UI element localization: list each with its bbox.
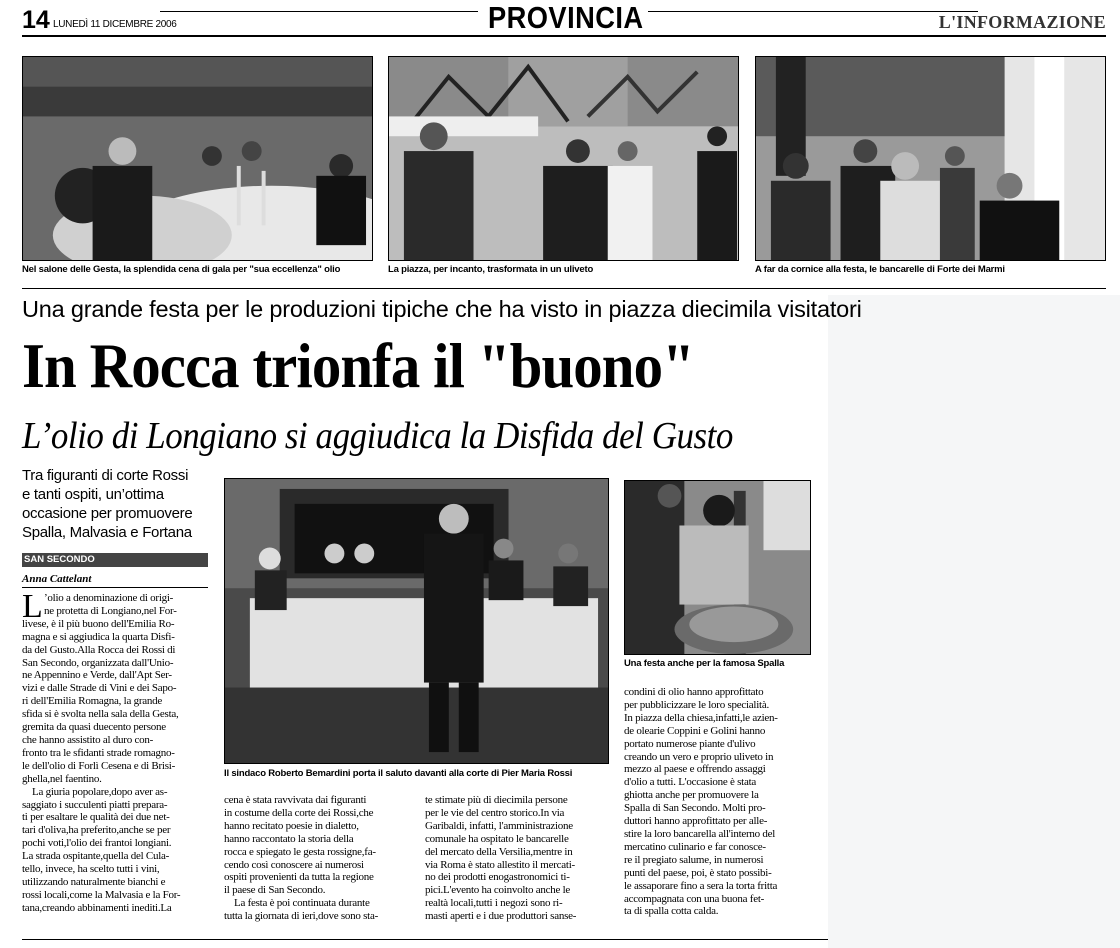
article-top-rule <box>22 288 1106 289</box>
summary-line: occasione per promuovere <box>22 505 193 522</box>
body-line: ne Appennino e Verde, dall'Apt Ser- <box>22 669 172 682</box>
article-kicker: Una grande festa per le produzioni tipiche che ha visto in piazza diecimila visitatori <box>22 296 862 322</box>
right-blank-area <box>828 295 1120 948</box>
body-line: Garibaldi, infatti, l'amministrazione <box>425 819 573 832</box>
page-number: 14 <box>22 6 50 34</box>
masthead: L'INFORMAZIONE <box>938 12 1106 32</box>
body-line: Spalla di San Secondo. Molti pro- <box>624 802 766 815</box>
photo-spalla <box>624 480 811 655</box>
body-column-1 <box>22 588 181 915</box>
body-line: rossi locali,come la Malvasia e la For- <box>22 888 181 901</box>
article-bottom-rule <box>22 939 828 940</box>
article-headline: In Rocca trionfa il "buono" <box>22 330 694 401</box>
body-line: te stimate più di diecimila persone <box>425 794 568 806</box>
summary-line: Spalla, Malvasia e Fortana <box>22 524 192 541</box>
body-line: In piazza della chiesa,infatti,le azien- <box>624 711 778 724</box>
body-line: stire la loro bancarella all'interno del <box>624 827 776 840</box>
drop-cap: L <box>22 588 43 625</box>
header-rule-left <box>160 11 478 12</box>
body-line: tello, invece, ha scelto tutti i vini, <box>22 863 160 876</box>
page-date: LUNEDÌ 11 DICEMBRE 2006 <box>53 19 177 30</box>
body-line: utilizzando naturalmente bianchi e <box>22 875 166 888</box>
body-line: San Secondo, organizzata dall'Unio- <box>22 656 174 669</box>
body-line: mezzo al paese e offrendo assaggi <box>624 763 766 776</box>
body-line: saggiato i succulenti piatti prepara- <box>22 798 168 811</box>
body-line: ne protetta di Longiano,nel For- <box>44 604 177 617</box>
photo-mayor-speech <box>224 478 609 764</box>
body-line: ghiotta anche per promuovere la <box>624 789 759 802</box>
body-line: gremita da quasi duecento persone <box>22 721 166 734</box>
body-line: cena è stata ravvivata dai figuranti <box>224 794 367 806</box>
caption-gala-dinner: Nel salone delle Gesta, la splendida cena di gala per "sua eccellenza" olio <box>22 264 341 275</box>
body-line: pici.L'evento ha coinvolto anche le <box>425 884 571 897</box>
body-line: re il pregiato salume, in numerosi <box>624 853 764 866</box>
photo-piazza-olive-grove <box>388 56 739 261</box>
body-column-4 <box>624 686 778 918</box>
caption-market-stalls: A far da cornice alla festa, le bancarelle di Forte dei Marmi <box>755 264 1005 275</box>
body-line: comunale ha ospitato le bancarelle <box>425 832 569 845</box>
body-line: La giuria popolare,dopo aver as- <box>32 785 168 798</box>
body-line: ta di spalla cotta calda. <box>624 905 719 918</box>
author-rule <box>22 587 208 588</box>
body-line: duttori hanno approfittato per alle- <box>624 815 768 828</box>
body-line: sfida si è svolta nella sala della Gesta, <box>22 708 179 721</box>
body-column-2 <box>224 794 378 923</box>
body-line: il paese di San Secondo. <box>224 884 326 897</box>
caption-mayor: Il sindaco Roberto Bemardini porta il saluto davanti alla corte di Pier Maria Rossi <box>224 768 573 779</box>
body-line: via Roma è stato allestito il mercati- <box>425 858 575 871</box>
body-column-3 <box>425 794 576 923</box>
summary-line: Tra figuranti di corte Rossi <box>22 467 189 484</box>
location-tag: SAN SECONDO <box>22 553 208 567</box>
body-line: tutta la giornata di ieri,dove sono sta- <box>224 910 379 923</box>
body-line: de olearie Coppini e Golini hanno <box>624 724 766 737</box>
photo-gala-dinner <box>22 56 373 261</box>
caption-piazza: La piazza, per incanto, trasformata in un uliveto <box>388 264 594 275</box>
body-line: portato numerose piante d'ulivo <box>624 737 756 750</box>
article-subhead: L’olio di Longiano si aggiudica la Disfida del Gusto <box>22 415 733 457</box>
body-line: del mercato della Versilia,mentre in <box>425 845 573 858</box>
body-line: masti aperti e i due produttori sanse- <box>425 910 577 923</box>
body-line: per pubblicizzare le loro specialità. <box>624 698 769 711</box>
article-summary <box>22 466 210 542</box>
body-line: La strada ospitante,quella del Cula- <box>22 850 170 863</box>
body-line: creando un vero e proprio uliveto in <box>624 750 774 763</box>
body-line: rocca e spiegato le gesta rossigne,fa- <box>224 845 376 858</box>
body-line: per le vie del centro storico.In via <box>425 806 565 819</box>
body-line: hanno recitato poesie in dialetto, <box>224 819 359 832</box>
body-line: le dell'olio di Forlì Cesena e di Brisi- <box>22 759 175 772</box>
body-line: tana,creando abbinamenti inediti.La <box>22 901 172 914</box>
body-line: ghella,nel faentino. <box>22 772 102 785</box>
body-line: magna e si aggiudica la quarta Disfi- <box>22 630 175 643</box>
body-line: livese, è il più buono dell'Emilia Ro- <box>22 617 175 630</box>
summary-line: e tanti ospiti, un’ottima <box>22 486 164 503</box>
body-line: che hanno assistito al duro con- <box>22 733 153 746</box>
body-line: realtà locali,tutti i negozi sono ri- <box>425 897 563 910</box>
body-line: fronto tra le sfidanti strade romagno- <box>22 746 175 759</box>
body-line: in costume della corte dei Rossi,che <box>224 806 374 819</box>
caption-spalla: Una festa anche per la famosa Spalla <box>624 658 785 669</box>
body-line: ti per esaltare le qualità dei due net- <box>22 811 170 824</box>
body-line: condini di olio hanno approfittato <box>624 686 764 698</box>
author-byline: Anna Cattelant <box>22 573 92 585</box>
body-line: ospiti provenienti da tutta la regione <box>224 871 374 884</box>
body-line: pochi voti,l'olio dei frantoi longiani. <box>22 837 172 850</box>
body-line: le assaporare fino a sera la torta fritta <box>624 879 778 892</box>
body-line: tari d'oliva,ha preferito,anche se per <box>22 824 171 837</box>
header-rule-right <box>648 11 978 12</box>
body-line: cendo così conoscere ai numerosi <box>224 858 364 871</box>
body-line: ’olio a denominazione di origi- <box>44 592 174 604</box>
body-line: d'olio a tutti. L'occasione è stata <box>624 776 757 789</box>
body-line: no dei prodotti enogastronomici ti- <box>425 871 570 884</box>
body-line: La festa è poi continuata durante <box>234 897 370 910</box>
body-line: punti del paese, poi, è stato possibi- <box>624 866 772 879</box>
body-line: vizi e dalle Strade di Vini e dei Sapo- <box>22 682 177 695</box>
body-line: hanno raccontato la storia della <box>224 832 354 845</box>
body-line: ri dell'Emilia Romagna, la grande <box>22 695 163 708</box>
section-title: PROVINCIA <box>488 0 644 35</box>
body-line: mercatino culinario e far conosce- <box>624 840 766 853</box>
body-line: da del Gusto.Alla Rocca dei Rossi di <box>22 643 176 656</box>
photo-market-stalls <box>755 56 1106 261</box>
body-line: accompagnata con una buona fet- <box>624 892 765 905</box>
